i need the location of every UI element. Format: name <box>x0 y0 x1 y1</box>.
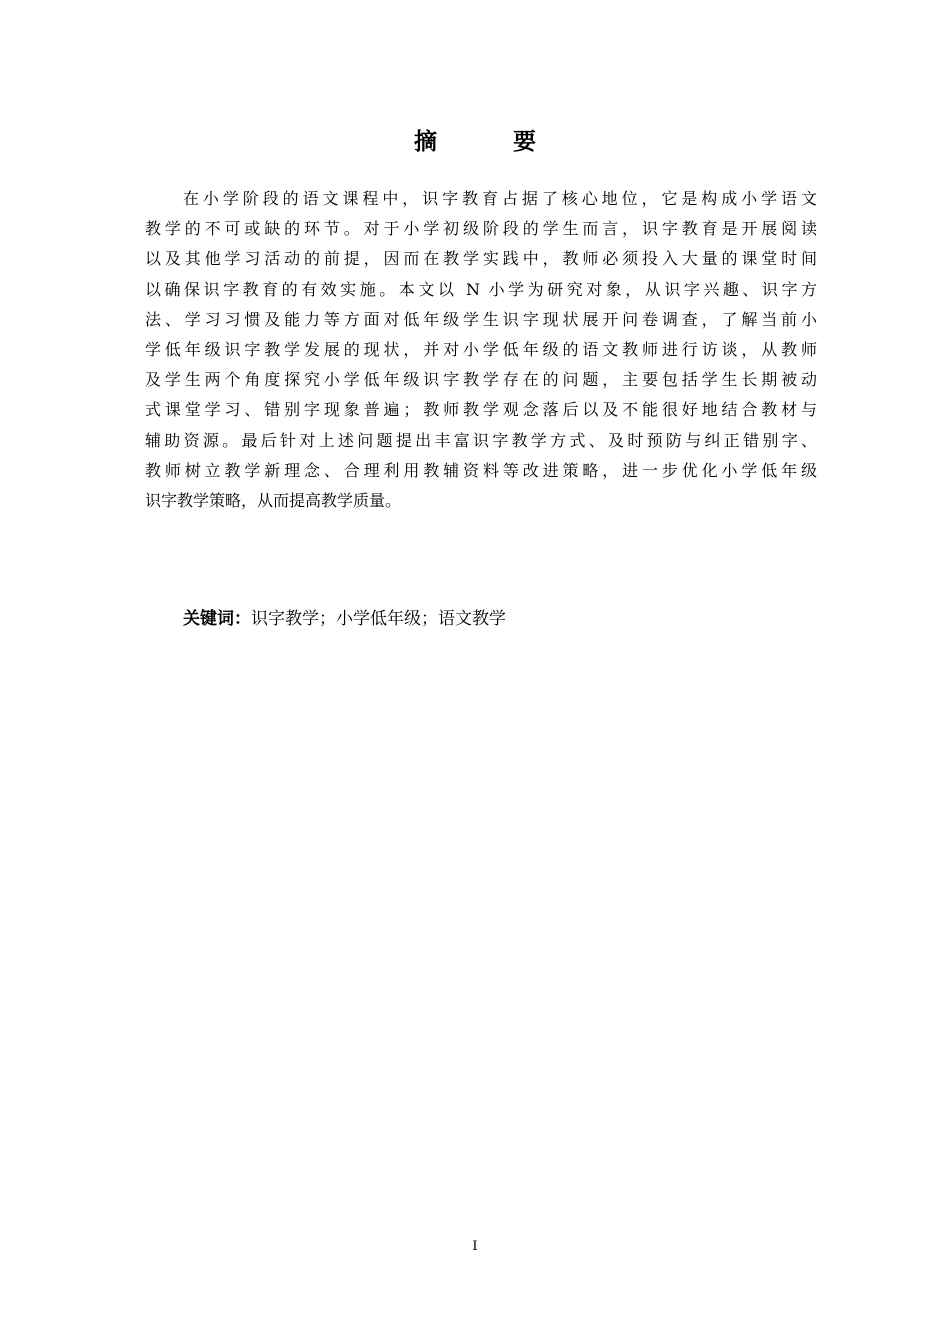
abstract-body <box>145 184 817 516</box>
abstract-line: 教学的不可或缺的环节。对于小学初级阶段的学生而言，识字教育是开展阅读 <box>145 219 817 239</box>
keywords-label: 关键词： <box>183 609 251 629</box>
abstract-title: 摘 要 <box>413 129 570 155</box>
abstract-line: 法、学习习惯及能力等方面对低年级学生识字现状展开问卷调查，了解当前小 <box>145 309 817 329</box>
page-number: I <box>472 1239 478 1254</box>
abstract-line: 以及其他学习活动的前提，因而在教学实践中，教师必须投入大量的课堂时间 <box>145 249 817 269</box>
abstract-line: 识字教学策略，从而提高教学质量。 <box>145 491 402 511</box>
abstract-line: 学低年级识字教学发展的现状，并对小学低年级的语文教师进行访谈，从教师 <box>145 340 817 360</box>
abstract-line: 及学生两个角度探究小学低年级识字教学存在的问题，主要包括学生长期被动 <box>145 370 817 390</box>
keywords-value: 识字教学；小学低年级；语文教学 <box>251 609 506 629</box>
abstract-line: 式课堂学习、错别字现象普遍；教师教学观念落后以及不能很好地结合教材与 <box>145 400 817 420</box>
abstract-line: 在小学阶段的语文课程中，识字教育占据了核心地位，它是构成小学语文 <box>183 189 817 208</box>
abstract-line: 辅助资源。最后针对上述问题提出丰富识字教学方式、及时预防与纠正错别字、 <box>145 430 817 450</box>
abstract-line: 教师树立教学新理念、合理利用教辅资料等改进策略，进一步优化小学低年级 <box>145 460 817 480</box>
abstract-line: 以确保识字教育的有效实施。本文以 N 小学为研究对象，从识字兴趣、识字方 <box>145 279 817 299</box>
keywords <box>183 604 823 634</box>
